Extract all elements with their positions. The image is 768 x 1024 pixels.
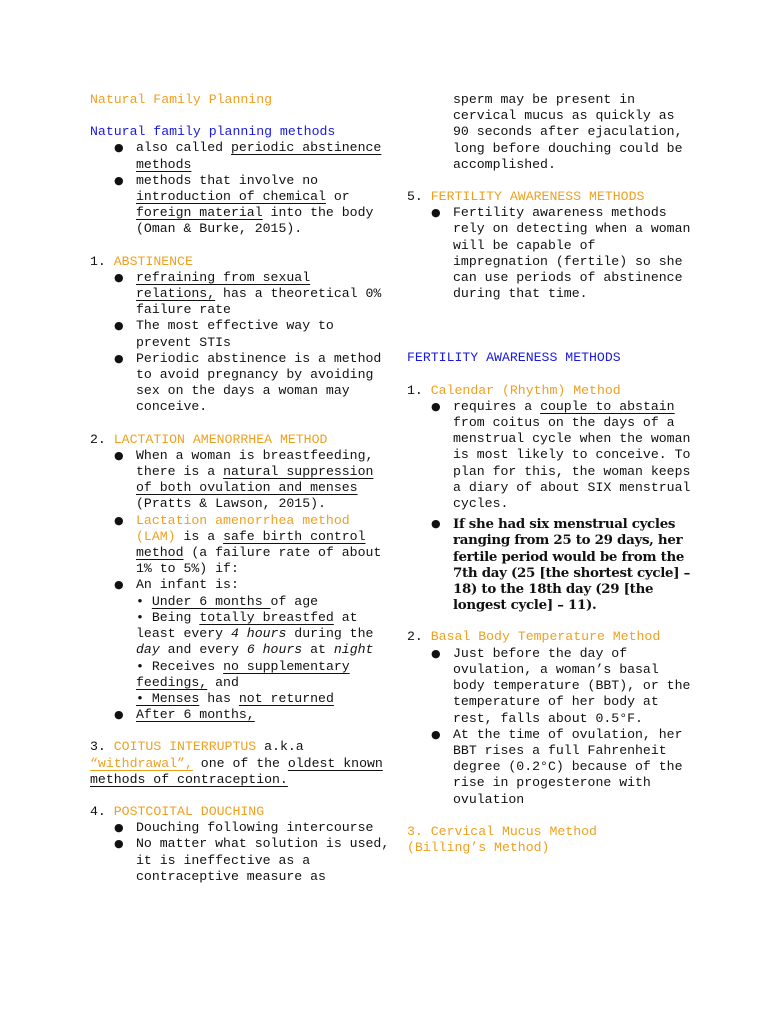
list-item: ● An infant is: • Under 6 months of age • Being totally breastfed at least every 4 hours during the day and every 6 hours at night • Receives no supplementary feedings, and • Menses has not returned [90, 577, 390, 707]
list-item: ● requires a couple to abstain from coitus on the days of a menstrual cycle when the woman is most likely to conceive. To plan for this, the woman keeps a diary of about SIX menstrual cycles. [407, 399, 697, 512]
section-fam-heading: 5. FERTILITY AWARENESS METHODS [407, 189, 645, 205]
bbt-method-list [407, 646, 697, 808]
fam-methods-heading: FERTILITY AWARENESS METHODS [407, 350, 621, 366]
list-item: ● Fertility awareness methods rely on detecting when a woman will be capable of impregnation (fertile) so she can use periods of abstinence during that time. [407, 205, 697, 302]
list-item: ● refraining from sexual relations, has a theoretical 0% failure rate [90, 270, 390, 319]
fam-list [407, 205, 697, 302]
nfp-methods-heading: Natural family planning methods [90, 124, 336, 140]
section-abstinence-heading: 1. ABSTINENCE [90, 253, 193, 269]
list-item: ● At the time of ovulation, her BBT rises a full Fahrenheit degree (0.2°C) because of the rise in progesterone with ovulation [407, 727, 697, 808]
list-item: ● If she had six menstrual cycles ranging from 25 to 29 days, her fertile period would be from the 7th day (25 [the shortest cycle] – 18) to the 18th day (29 [the longest cycle] – 11). [407, 516, 697, 613]
calendar-method-heading: 1. Calendar (Rhythm) Method [407, 382, 621, 398]
list-item: ● After 6 months, [90, 707, 390, 723]
list-item: ● Periodic abstinence is a method to avoid pregnancy by avoiding sex on the days a woman may conceive. [90, 351, 390, 416]
list-item: ● also called periodic abstinence methods [90, 140, 390, 172]
list-item: ● Just before the day of ovulation, a woman’s basal body temperature (BBT), or the temperature of her body at rest, falls about 0.5°F. [407, 646, 697, 727]
lam-list [90, 448, 390, 723]
nfp-bullet-list [90, 140, 390, 237]
abstinence-list [90, 270, 390, 416]
douching-list [90, 820, 390, 885]
right-column [407, 92, 697, 856]
calendar-method-list [407, 399, 697, 614]
list-item: ● The most effective way to prevent STIs [90, 318, 390, 350]
section-lam-heading: 2. LACTATION AMENORRHEA METHOD [90, 431, 328, 447]
list-item: ● Douching following intercourse [90, 820, 390, 836]
list-item: ● Lactation amenorrhea method (LAM) is a safe birth control method (a failure rate of about 1% to 5%) if: [90, 513, 390, 578]
section-douching-heading: 4. POSTCOITAL DOUCHING [90, 803, 265, 819]
section-coitus-interruptus: 3. COITUS INTERRUPTUS a.k.a “withdrawal”, one of the oldest known methods of contraception. [90, 739, 383, 787]
left-column [90, 92, 390, 885]
list-item: ● No matter what solution is used, it is ineffective as a contraceptive measure as [90, 836, 390, 885]
cervical-mucus-method-heading: 3. Cervical Mucus Method (Billing’s Method) [407, 823, 597, 855]
list-item: ● When a woman is breastfeeding, there is a natural suppression of both ovulation and menses (Pratts & Lawson, 2015). [90, 448, 390, 513]
list-item: ● methods that involve no introduction of chemical or foreign material into the body (Oman & Burke, 2015). [90, 173, 390, 238]
document-title: Natural Family Planning [90, 92, 273, 107]
douching-continuation: sperm may be present in cervical mucus as quickly as 90 seconds after ejaculation, long before douching could be accomplished. [453, 92, 683, 172]
bbt-method-heading: 2. Basal Body Temperature Method [407, 629, 661, 645]
